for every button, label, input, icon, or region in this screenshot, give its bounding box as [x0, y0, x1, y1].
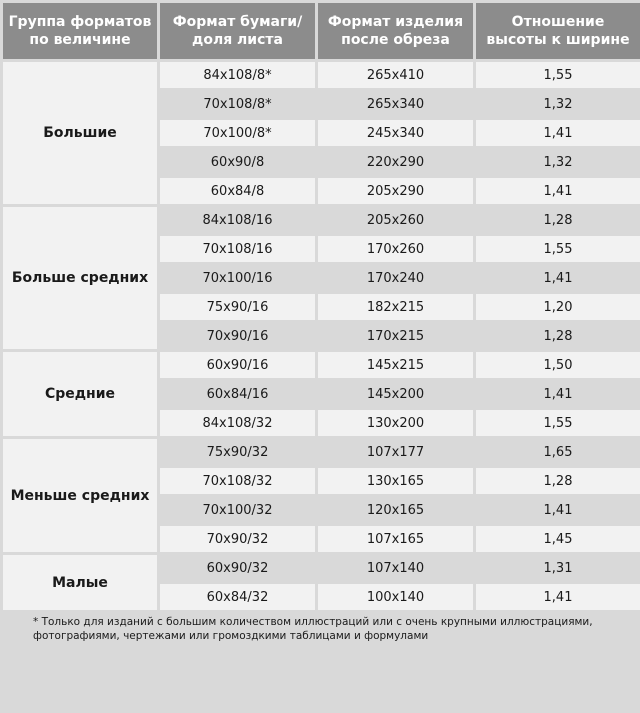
ratio-cell: 1,41: [476, 381, 640, 407]
paper-format-cell: 75x90/16: [160, 294, 315, 320]
ratio-cell: 1,31: [476, 555, 640, 581]
ratio-cell: 1,28: [476, 468, 640, 494]
paper-format-cell: 60x90/8: [160, 149, 315, 175]
group-name: Меньше средних: [3, 439, 157, 552]
trim-format-cell: 245x340: [318, 120, 473, 146]
paper-format-cell: 70x108/32: [160, 468, 315, 494]
table-row: [3, 62, 640, 88]
ratio-cell: 1,41: [476, 265, 640, 291]
trim-format-cell: 120x165: [318, 497, 473, 523]
paper-format-cell: 60x84/32: [160, 584, 315, 610]
trim-format-cell: 265x340: [318, 91, 473, 117]
ratio-cell: 1,55: [476, 236, 640, 262]
trim-format-cell: 145x200: [318, 381, 473, 407]
ratio-cell: 1,55: [476, 62, 640, 88]
table-row: [3, 207, 640, 233]
ratio-cell: 1,55: [476, 410, 640, 436]
group-name: Больше средних: [3, 207, 157, 349]
trim-format-cell: 170x240: [318, 265, 473, 291]
ratio-cell: 1,28: [476, 207, 640, 233]
trim-format-cell: 182x215: [318, 294, 473, 320]
paper-format-cell: 70x100/16: [160, 265, 315, 291]
table-body: [3, 62, 640, 610]
table-row: [3, 352, 640, 378]
table-row: [3, 555, 640, 581]
paper-format-cell: 60x84/16: [160, 381, 315, 407]
paper-format-cell: 60x90/16: [160, 352, 315, 378]
trim-format-cell: 170x260: [318, 236, 473, 262]
trim-format-cell: 265x410: [318, 62, 473, 88]
group-name: Средние: [3, 352, 157, 436]
header-group: Группа форматов по величине: [3, 3, 157, 59]
paper-format-cell: 84x108/32: [160, 410, 315, 436]
paper-format-cell: 70x90/16: [160, 323, 315, 349]
trim-format-cell: 130x165: [318, 468, 473, 494]
trim-format-cell: 170x215: [318, 323, 473, 349]
paper-format-cell: 75x90/32: [160, 439, 315, 465]
trim-format-cell: 107x165: [318, 526, 473, 552]
footnote: * Только для изданий с большим количеством иллюстраций или с очень крупными иллюстрациями, фотографиями, чертежами или громоздкими таблицами и формулами: [3, 613, 640, 645]
paper-format-cell: 60x84/8: [160, 178, 315, 204]
header-paper-format: Формат бумаги/ доля листа: [160, 3, 315, 59]
paper-format-cell: 84x108/16: [160, 207, 315, 233]
trim-format-cell: 130x200: [318, 410, 473, 436]
trim-format-cell: 107x177: [318, 439, 473, 465]
trim-format-cell: 145x215: [318, 352, 473, 378]
ratio-cell: 1,32: [476, 149, 640, 175]
ratio-cell: 1,45: [476, 526, 640, 552]
paper-format-cell: 70x100/8*: [160, 120, 315, 146]
trim-format-cell: 100x140: [318, 584, 473, 610]
footnote-row: [3, 613, 640, 645]
header-row: [3, 3, 640, 59]
ratio-cell: 1,41: [476, 497, 640, 523]
ratio-cell: 1,41: [476, 120, 640, 146]
group-name: Малые: [3, 555, 157, 610]
ratio-cell: 1,20: [476, 294, 640, 320]
paper-format-cell: 70x108/16: [160, 236, 315, 262]
trim-format-cell: 205x260: [318, 207, 473, 233]
paper-format-cell: 60x90/32: [160, 555, 315, 581]
group-name: Большие: [3, 62, 157, 204]
ratio-cell: 1,50: [476, 352, 640, 378]
paper-format-cell: 84x108/8*: [160, 62, 315, 88]
trim-format-cell: 220x290: [318, 149, 473, 175]
ratio-cell: 1,32: [476, 91, 640, 117]
ratio-cell: 1,65: [476, 439, 640, 465]
table-row: [3, 439, 640, 465]
trim-format-cell: 107x140: [318, 555, 473, 581]
ratio-cell: 1,41: [476, 178, 640, 204]
header-trim-format: Формат изделия после обреза: [318, 3, 473, 59]
ratio-cell: 1,41: [476, 584, 640, 610]
ratio-cell: 1,28: [476, 323, 640, 349]
trim-format-cell: 205x290: [318, 178, 473, 204]
paper-format-cell: 70x108/8*: [160, 91, 315, 117]
paper-format-cell: 70x100/32: [160, 497, 315, 523]
paper-format-cell: 70x90/32: [160, 526, 315, 552]
header-ratio: Отношение высоты к ширине: [476, 3, 640, 59]
